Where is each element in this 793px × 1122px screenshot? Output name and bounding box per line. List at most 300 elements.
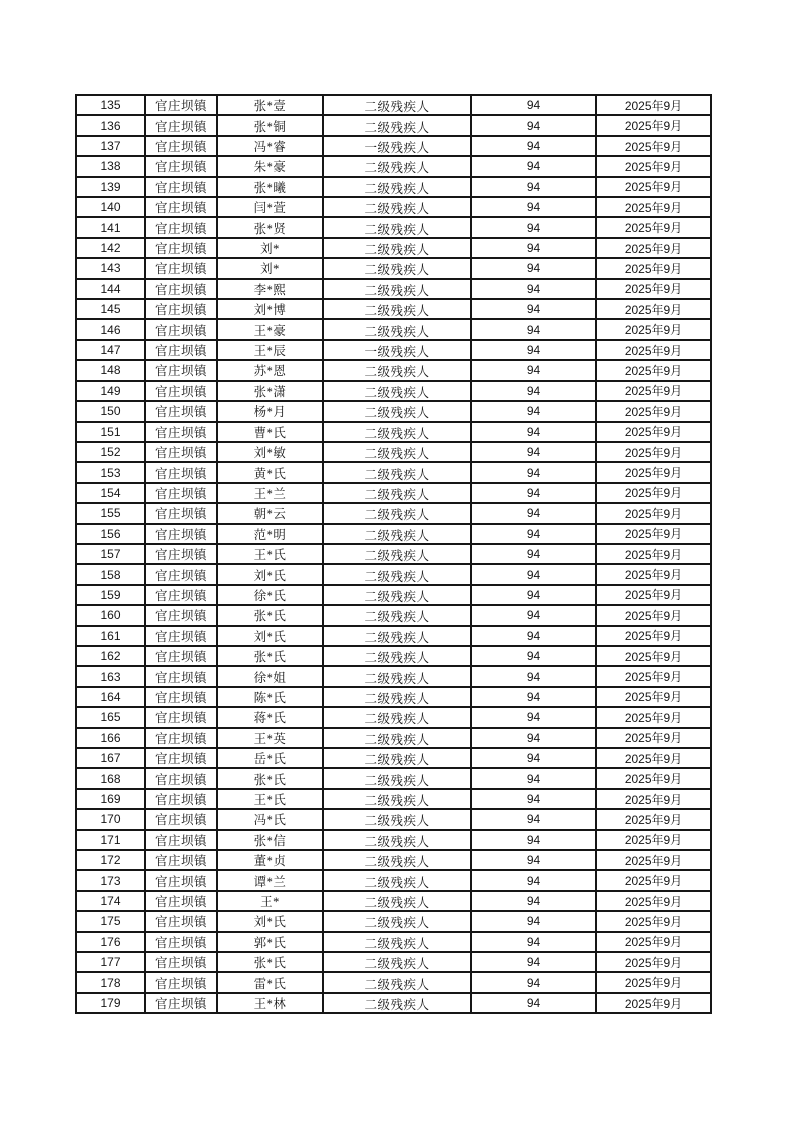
cell-text: 官庄坝镇: [154, 588, 207, 603]
cell-text: 二级残疾人: [364, 896, 430, 911]
cell-text: 2025年9月: [624, 343, 683, 358]
cell-level: [322, 729, 470, 747]
cell-text: 2025年9月: [624, 282, 683, 297]
cell-level: [322, 565, 470, 583]
cell-text: 谭*兰: [253, 874, 287, 889]
cell-text: 二级残疾人: [364, 753, 430, 768]
table-row: [77, 176, 710, 196]
cell-level: [322, 484, 470, 502]
cell-amount: [470, 606, 595, 624]
cell-text: 94: [526, 322, 541, 337]
cell-level: [322, 831, 470, 849]
table-row: [77, 767, 710, 787]
cell-amount: [470, 545, 595, 563]
table-row: [77, 910, 710, 930]
cell-name: [216, 463, 322, 481]
cell-text: 2025年9月: [624, 159, 683, 174]
cell-amount: [470, 627, 595, 645]
cell-month: [595, 933, 710, 951]
cell-text: 二级残疾人: [364, 161, 430, 176]
cell-level: [322, 423, 470, 441]
cell-index: [77, 545, 144, 563]
table-row: [77, 665, 710, 685]
cell-name: [216, 320, 322, 338]
cell-text: 94: [526, 628, 541, 643]
cell-text: 刘*: [260, 262, 280, 277]
cell-town: [144, 790, 216, 808]
cell-text: 李*熙: [253, 282, 287, 297]
cell-month: [595, 341, 710, 359]
cell-text: 一级残疾人: [364, 141, 430, 156]
cell-text: 2025年9月: [624, 568, 683, 583]
cell-level: [322, 851, 470, 869]
cell-text: 二级残疾人: [364, 957, 430, 972]
cell-amount: [470, 525, 595, 543]
cell-text: 2025年9月: [624, 506, 683, 521]
cell-index: [77, 361, 144, 379]
cell-level: [322, 198, 470, 216]
cell-index: [77, 729, 144, 747]
cell-name: [216, 912, 322, 930]
cell-town: [144, 973, 216, 991]
cell-name: [216, 647, 322, 665]
cell-text: 2025年9月: [624, 710, 683, 725]
cell-text: 二级残疾人: [364, 447, 430, 462]
cell-name: [216, 218, 322, 236]
cell-level: [322, 667, 470, 685]
cell-text: 2025年9月: [624, 608, 683, 623]
cell-text: 刘*氏: [253, 629, 287, 644]
cell-level: [322, 892, 470, 910]
cell-name: [216, 871, 322, 889]
cell-text: 2025年9月: [624, 955, 683, 970]
cell-index: [77, 810, 144, 828]
cell-amount: [470, 116, 595, 134]
cell-index: [77, 790, 144, 808]
cell-text: 2025年9月: [624, 670, 683, 685]
cell-town: [144, 382, 216, 400]
cell-text: 2025年9月: [624, 629, 683, 644]
cell-month: [595, 423, 710, 441]
cell-text: 157: [100, 547, 121, 562]
cell-text: 2025年9月: [624, 200, 683, 215]
cell-text: 2025年9月: [624, 119, 683, 134]
cell-text: 张*氏: [253, 609, 287, 624]
cell-text: 官庄坝镇: [154, 895, 207, 910]
cell-amount: [470, 892, 595, 910]
cell-text: 144: [100, 281, 121, 296]
cell-name: [216, 667, 322, 685]
cell-text: 二级残疾人: [364, 794, 430, 809]
cell-text: 2025年9月: [624, 731, 683, 746]
cell-month: [595, 912, 710, 930]
cell-index: [77, 382, 144, 400]
cell-text: 冯*氏: [253, 813, 287, 828]
cell-text: 151: [100, 424, 121, 439]
cell-name: [216, 749, 322, 767]
cell-text: 王*林: [253, 997, 287, 1012]
cell-text: 2025年9月: [624, 935, 683, 950]
cell-index: [77, 667, 144, 685]
cell-text: 94: [526, 485, 541, 500]
cell-level: [322, 912, 470, 930]
cell-text: 二级残疾人: [364, 732, 430, 747]
cell-text: 王*辰: [253, 344, 287, 359]
cell-text: 94: [526, 567, 541, 582]
cell-text: 官庄坝镇: [154, 344, 207, 359]
cell-text: 2025年9月: [624, 404, 683, 419]
cell-text: 二级残疾人: [364, 283, 430, 298]
cell-text: 二级残疾人: [364, 569, 430, 584]
cell-amount: [470, 361, 595, 379]
cell-name: [216, 525, 322, 543]
cell-amount: [470, 504, 595, 522]
cell-amount: [470, 912, 595, 930]
cell-text: 94: [526, 220, 541, 235]
cell-town: [144, 647, 216, 665]
cell-text: 2025年9月: [624, 894, 683, 909]
cell-amount: [470, 443, 595, 461]
cell-town: [144, 463, 216, 481]
cell-index: [77, 769, 144, 787]
cell-month: [595, 178, 710, 196]
cell-text: 141: [100, 220, 121, 235]
cell-index: [77, 953, 144, 971]
cell-amount: [470, 871, 595, 889]
cell-name: [216, 280, 322, 298]
cell-text: 二级残疾人: [364, 222, 430, 237]
cell-text: 2025年9月: [624, 445, 683, 460]
cell-amount: [470, 994, 595, 1012]
cell-level: [322, 790, 470, 808]
cell-amount: [470, 586, 595, 604]
cell-text: 雷*氏: [253, 976, 287, 991]
cell-text: 二级残疾人: [364, 385, 430, 400]
cell-town: [144, 953, 216, 971]
cell-text: 官庄坝镇: [154, 527, 207, 542]
cell-level: [322, 769, 470, 787]
cell-amount: [470, 259, 595, 277]
cell-text: 179: [100, 996, 121, 1011]
cell-text: 94: [526, 873, 541, 888]
cell-level: [322, 871, 470, 889]
cell-name: [216, 953, 322, 971]
cell-town: [144, 892, 216, 910]
cell-index: [77, 647, 144, 665]
cell-month: [595, 729, 710, 747]
cell-text: 94: [526, 383, 541, 398]
cell-text: 闫*萱: [253, 201, 287, 216]
cell-text: 156: [100, 526, 121, 541]
cell-text: 94: [526, 445, 541, 460]
cell-month: [595, 137, 710, 155]
cell-text: 94: [526, 98, 541, 113]
cell-name: [216, 239, 322, 257]
cell-index: [77, 300, 144, 318]
cell-name: [216, 300, 322, 318]
cell-text: 张*氏: [253, 956, 287, 971]
cell-level: [322, 688, 470, 706]
cell-index: [77, 157, 144, 175]
cell-text: 二级残疾人: [364, 100, 430, 115]
cell-month: [595, 688, 710, 706]
cell-amount: [470, 647, 595, 665]
cell-text: 官庄坝镇: [154, 609, 207, 624]
table-row: [77, 278, 710, 298]
cell-text: 2025年9月: [624, 323, 683, 338]
cell-month: [595, 484, 710, 502]
cell-level: [322, 973, 470, 991]
cell-text: 94: [526, 465, 541, 480]
cell-text: 135: [100, 98, 121, 113]
cell-text: 王*英: [253, 731, 287, 746]
table-row: [77, 155, 710, 175]
cell-text: 刘*: [260, 242, 280, 257]
cell-text: 岳*氏: [253, 752, 287, 767]
cell-text: 2025年9月: [624, 690, 683, 705]
cell-name: [216, 973, 322, 991]
cell-level: [322, 443, 470, 461]
cell-text: 2025年9月: [624, 425, 683, 440]
cell-text: 曹*氏: [253, 425, 287, 440]
cell-text: 张*曦: [253, 180, 287, 195]
cell-index: [77, 463, 144, 481]
cell-month: [595, 749, 710, 767]
cell-amount: [470, 667, 595, 685]
cell-month: [595, 504, 710, 522]
cell-text: 朱*豪: [253, 160, 287, 175]
cell-town: [144, 851, 216, 869]
cell-name: [216, 606, 322, 624]
cell-level: [322, 300, 470, 318]
cell-amount: [470, 178, 595, 196]
cell-text: 162: [100, 649, 121, 664]
cell-month: [595, 851, 710, 869]
cell-amount: [470, 769, 595, 787]
cell-text: 张*壹: [253, 99, 287, 114]
cell-month: [595, 790, 710, 808]
cell-text: 张*氏: [253, 772, 287, 787]
cell-month: [595, 586, 710, 604]
cell-text: 王*氏: [253, 548, 287, 563]
cell-text: 官庄坝镇: [154, 119, 207, 134]
cell-text: 官庄坝镇: [154, 793, 207, 808]
cell-month: [595, 667, 710, 685]
cell-text: 2025年9月: [624, 241, 683, 256]
cell-town: [144, 565, 216, 583]
cell-text: 94: [526, 975, 541, 990]
cell-text: 官庄坝镇: [154, 935, 207, 950]
cell-month: [595, 320, 710, 338]
cell-index: [77, 892, 144, 910]
cell-text: 官庄坝镇: [154, 548, 207, 563]
cell-amount: [470, 708, 595, 726]
cell-text: 官庄坝镇: [154, 140, 207, 155]
table-row: [77, 869, 710, 889]
cell-text: 官庄坝镇: [154, 364, 207, 379]
cell-name: [216, 484, 322, 502]
cell-text: 范*明: [253, 527, 287, 542]
cell-amount: [470, 137, 595, 155]
cell-text: 2025年9月: [624, 833, 683, 848]
cell-text: 二级残疾人: [364, 120, 430, 135]
cell-town: [144, 116, 216, 134]
cell-text: 二级残疾人: [364, 304, 430, 319]
cell-text: 149: [100, 383, 121, 398]
cell-amount: [470, 382, 595, 400]
cell-name: [216, 810, 322, 828]
table-row: [77, 298, 710, 318]
cell-name: [216, 157, 322, 175]
cell-text: 二级残疾人: [364, 181, 430, 196]
cell-town: [144, 769, 216, 787]
cell-text: 143: [100, 261, 121, 276]
table-row: [77, 849, 710, 869]
cell-text: 94: [526, 363, 541, 378]
cell-name: [216, 259, 322, 277]
cell-text: 二级残疾人: [364, 508, 430, 523]
cell-town: [144, 280, 216, 298]
cell-month: [595, 953, 710, 971]
cell-name: [216, 688, 322, 706]
cell-text: 178: [100, 975, 121, 990]
cell-level: [322, 994, 470, 1012]
cell-text: 167: [100, 751, 121, 766]
cell-index: [77, 688, 144, 706]
cell-name: [216, 708, 322, 726]
cell-text: 152: [100, 445, 121, 460]
cell-text: 170: [100, 812, 121, 827]
table-row: [77, 727, 710, 747]
cell-name: [216, 565, 322, 583]
cell-text: 官庄坝镇: [154, 568, 207, 583]
cell-amount: [470, 96, 595, 114]
cell-text: 朝*云: [253, 507, 287, 522]
cell-amount: [470, 402, 595, 420]
cell-amount: [470, 810, 595, 828]
cell-index: [77, 280, 144, 298]
cell-index: [77, 423, 144, 441]
cell-month: [595, 157, 710, 175]
table-row: [77, 237, 710, 257]
cell-text: 2025年9月: [624, 527, 683, 542]
cell-text: 2025年9月: [624, 914, 683, 929]
cell-index: [77, 443, 144, 461]
cell-text: 94: [526, 139, 541, 154]
cell-text: 148: [100, 363, 121, 378]
cell-month: [595, 708, 710, 726]
cell-text: 张*潇: [253, 384, 287, 399]
cell-index: [77, 708, 144, 726]
cell-text: 137: [100, 139, 121, 154]
cell-town: [144, 218, 216, 236]
cell-amount: [470, 729, 595, 747]
cell-index: [77, 586, 144, 604]
cell-town: [144, 157, 216, 175]
cell-text: 二级残疾人: [364, 324, 430, 339]
cell-month: [595, 300, 710, 318]
cell-month: [595, 769, 710, 787]
cell-text: 153: [100, 465, 121, 480]
cell-text: 徐*姐: [253, 670, 287, 685]
cell-amount: [470, 218, 595, 236]
cell-town: [144, 239, 216, 257]
cell-month: [595, 973, 710, 991]
cell-text: 官庄坝镇: [154, 650, 207, 665]
cell-text: 二级残疾人: [364, 814, 430, 829]
cell-text: 张*贤: [253, 221, 287, 236]
cell-text: 刘*氏: [253, 568, 287, 583]
table-row: [77, 931, 710, 951]
cell-town: [144, 525, 216, 543]
cell-text: 2025年9月: [624, 792, 683, 807]
cell-text: 94: [526, 832, 541, 847]
cell-index: [77, 933, 144, 951]
cell-text: 官庄坝镇: [154, 670, 207, 685]
cell-town: [144, 361, 216, 379]
cell-town: [144, 443, 216, 461]
cell-text: 官庄坝镇: [154, 976, 207, 991]
cell-text: 二级残疾人: [364, 916, 430, 931]
cell-text: 二级残疾人: [364, 610, 430, 625]
cell-index: [77, 627, 144, 645]
cell-town: [144, 504, 216, 522]
cell-amount: [470, 320, 595, 338]
cell-text: 郭*氏: [253, 935, 287, 950]
cell-text: 139: [100, 179, 121, 194]
cell-town: [144, 994, 216, 1012]
cell-text: 黄*氏: [253, 466, 287, 481]
cell-level: [322, 708, 470, 726]
cell-name: [216, 790, 322, 808]
benefit-table: [75, 94, 712, 1014]
cell-text: 官庄坝镇: [154, 772, 207, 787]
cell-level: [322, 96, 470, 114]
cell-text: 官庄坝镇: [154, 466, 207, 481]
table-row: [77, 808, 710, 828]
cell-text: 二级残疾人: [364, 834, 430, 849]
cell-text: 张*信: [253, 833, 287, 848]
cell-town: [144, 96, 216, 114]
cell-text: 2025年9月: [624, 139, 683, 154]
cell-text: 154: [100, 485, 121, 500]
cell-text: 王*豪: [253, 323, 287, 338]
cell-amount: [470, 280, 595, 298]
table-row: [77, 196, 710, 216]
table-row: [77, 971, 710, 991]
cell-text: 官庄坝镇: [154, 99, 207, 114]
table-row: [77, 380, 710, 400]
cell-text: 官庄坝镇: [154, 874, 207, 889]
cell-month: [595, 239, 710, 257]
cell-text: 94: [526, 281, 541, 296]
cell-text: 二级残疾人: [364, 712, 430, 727]
cell-text: 2025年9月: [624, 996, 683, 1011]
table-row: [77, 421, 710, 441]
cell-text: 94: [526, 506, 541, 521]
cell-text: 94: [526, 302, 541, 317]
cell-name: [216, 627, 322, 645]
cell-town: [144, 137, 216, 155]
cell-town: [144, 300, 216, 318]
cell-town: [144, 831, 216, 849]
cell-text: 94: [526, 710, 541, 725]
cell-text: 94: [526, 894, 541, 909]
cell-text: 94: [526, 812, 541, 827]
cell-name: [216, 96, 322, 114]
cell-name: [216, 137, 322, 155]
cell-text: 94: [526, 996, 541, 1011]
